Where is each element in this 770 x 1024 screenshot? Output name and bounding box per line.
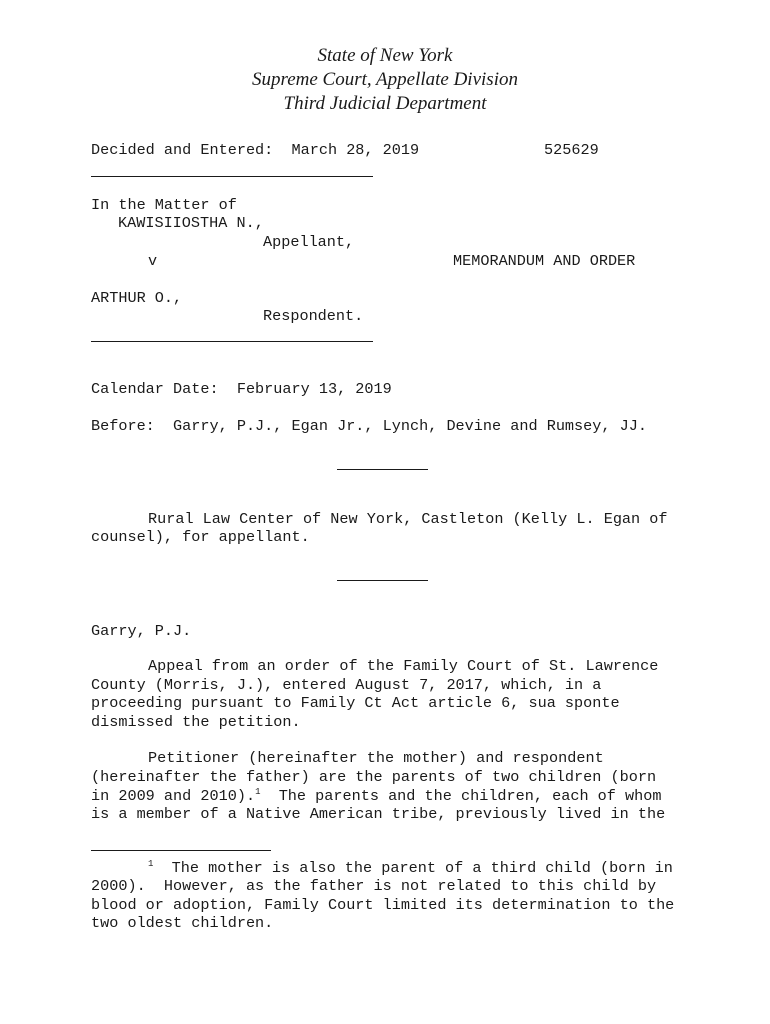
respondent-name: ARTHUR O., <box>91 289 183 307</box>
footnote-line: 2000). However, as the father is not related to this child by <box>91 877 657 895</box>
body-line: proceeding pursuant to Family Ct Act article 6, sua sponte <box>91 694 620 712</box>
body-text: in 2009 and 2010). <box>91 787 256 805</box>
docket-number: 525629 <box>544 141 599 159</box>
order-type: MEMORANDUM AND ORDER <box>453 252 636 270</box>
counsel-line: counsel), for appellant. <box>91 528 310 546</box>
footnote-line: two oldest children. <box>91 914 274 932</box>
calendar-date: Calendar Date: February 13, 2019 <box>91 380 392 398</box>
court-department: Third Judicial Department <box>283 93 487 114</box>
body-text: The parents and the children, each of whom <box>260 787 662 805</box>
matter-line: In the Matter of <box>91 196 237 214</box>
petitioner-name: KAWISIIOSTHA N., <box>118 214 264 232</box>
body-line: Petitioner (hereinafter the mother) and respondent <box>148 749 604 767</box>
counsel-line: Rural Law Center of New York, Castleton (Kelly L. Egan of <box>148 510 668 528</box>
petitioner-role: Appellant, <box>263 233 355 251</box>
court-division: Supreme Court, Appellate Division <box>252 69 518 90</box>
versus: v <box>148 252 158 270</box>
opinion-author: Garry, P.J. <box>91 622 192 640</box>
footnote-line <box>148 859 673 878</box>
body-line: dismissed the petition. <box>91 713 301 731</box>
footnote-rule <box>91 850 271 851</box>
body-line: Appeal from an order of the Family Court of St. Lawrence <box>148 657 659 675</box>
footnote-text: The mother is also the parent of a third child (born in <box>153 859 673 877</box>
court-state: State of New York <box>317 45 453 66</box>
body-line: (hereinafter the father) are the parents of two children (born <box>91 768 657 786</box>
respondent-role: Respondent. <box>263 307 364 325</box>
body-line: County (Morris, J.), entered August 7, 2017, which, in a <box>91 676 602 694</box>
before-panel: Before: Garry, P.J., Egan Jr., Lynch, Devine and Rumsey, JJ. <box>91 417 647 435</box>
body-line: is a member of a Native American tribe, previously lived in the <box>91 805 666 823</box>
footnote-marker: 1 <box>148 858 154 869</box>
decided-entered: Decided and Entered: March 28, 2019 <box>91 141 420 159</box>
caption-top-rule <box>91 176 373 177</box>
separator-rule <box>337 580 428 581</box>
caption-bottom-rule <box>91 341 373 342</box>
footnote-line: blood or adoption, Family Court limited its determination to the <box>91 896 675 914</box>
footnote-ref[interactable]: 1 <box>255 786 261 797</box>
body-line <box>91 787 661 806</box>
separator-rule <box>337 469 428 470</box>
